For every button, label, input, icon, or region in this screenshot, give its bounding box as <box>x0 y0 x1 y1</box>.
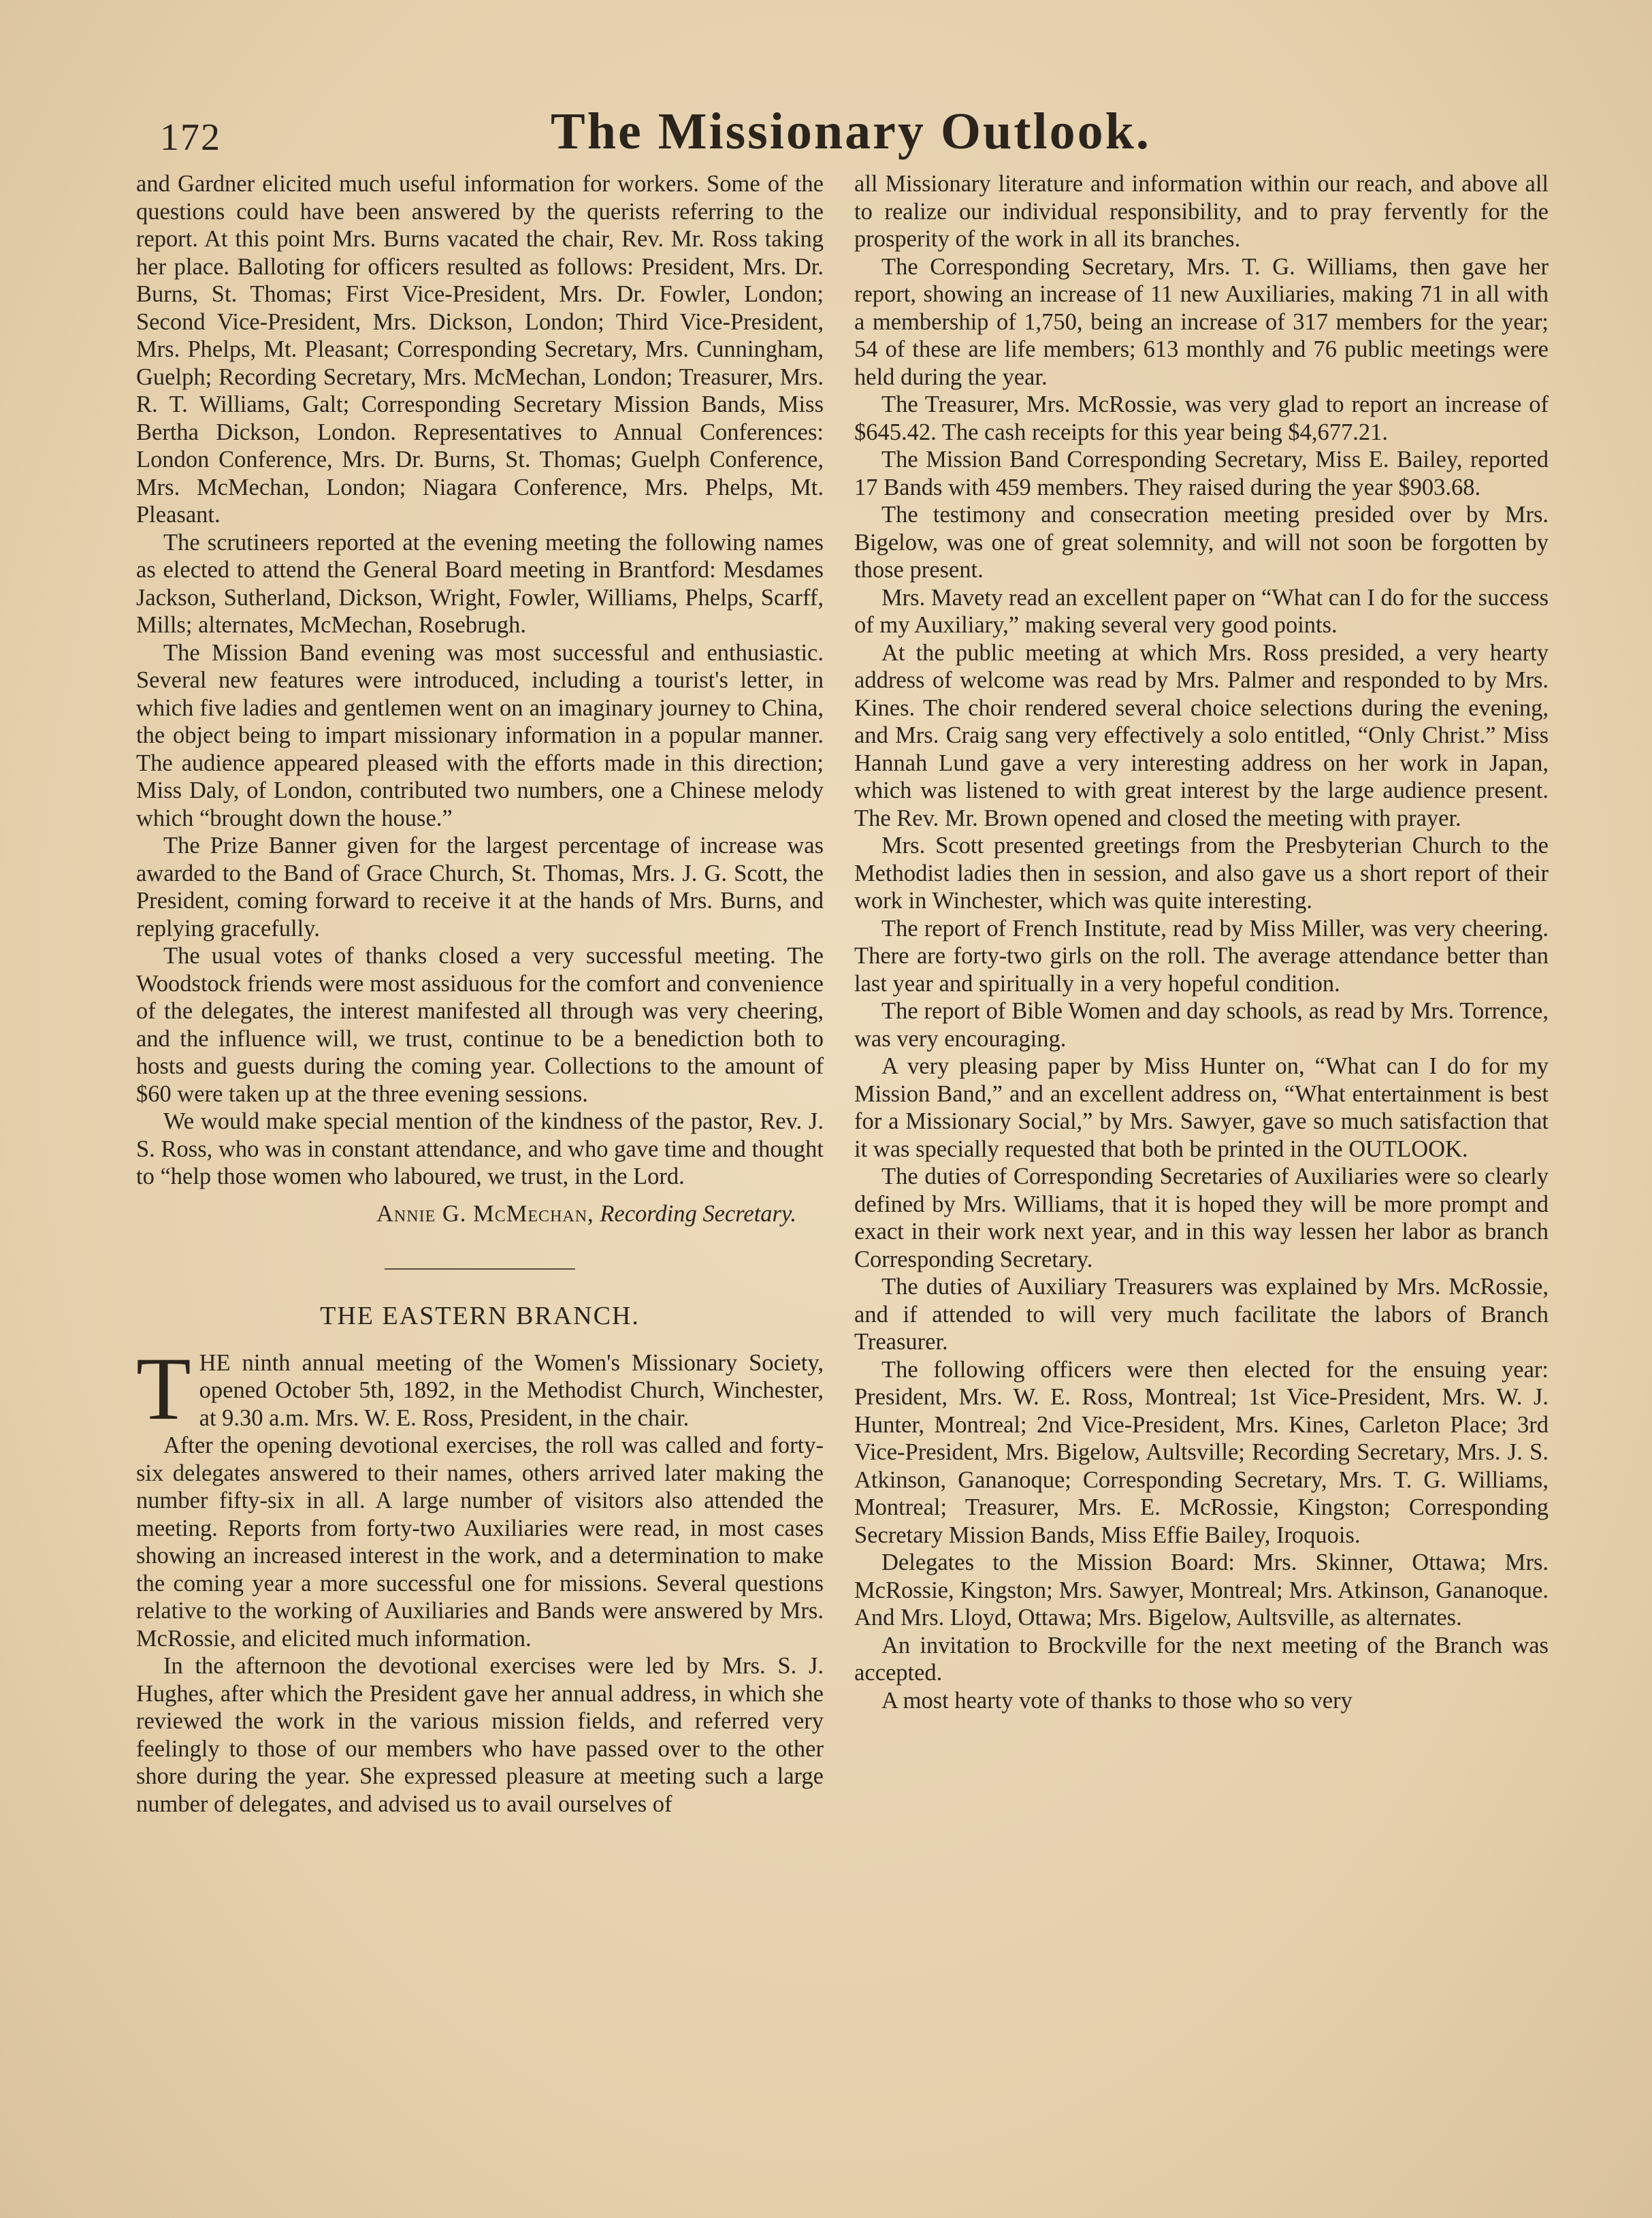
paragraph: The Mission Band Corresponding Secretary, Miss E. Bailey, reported 17 Bands with 459 members. They raised during the year $903.68. <box>854 447 1549 500</box>
paragraph: The testimony and consecration meeting presided over by Mrs. Bigelow, was one of great solemnity, and will not soon be forgotten by those present. <box>854 502 1549 583</box>
section-lead-text: HE ninth annual meeting of the Women's Missionary Society, opened October 5th, 1892, in the Methodist Church, Winchester, at 9.30 a.m. Mrs. W. E. Ross, President, in the chair. <box>199 1349 824 1431</box>
paragraph: The report of French Institute, read by Miss Miller, was very cheering. There are forty-two girls on the roll. The average attendance better than last year and spiritually in a very hopeful condition. <box>854 915 1549 997</box>
page-header <box>150 102 1552 177</box>
left-column <box>136 170 824 1818</box>
right-column <box>854 170 1549 1714</box>
section-lead-paragraph <box>136 1338 824 1439</box>
paragraph: Delegates to the Mission Board: Mrs. Skinner, Ottawa; Mrs. McRossie, Kingston; Mrs. Sawyer, Montreal; Mrs. Atkinson, Gananoque. And Mrs. Lloyd, Ottawa; Mrs. Bigelow, Aultsville, as alternates. <box>854 1549 1549 1630</box>
paragraph: The Corresponding Secretary, Mrs. T. G. Williams, then gave her report, showing an increase of 11 new Auxiliaries, making 71 in all with a membership of 1,750, being an increase of 317 members for the year; 54 of these are life members; 613 monthly and 76 public meetings were held during the year. <box>854 253 1549 390</box>
paragraph: After the opening devotional exercises, the roll was called and forty-six delegates answered to their names, others arrived later making the number fifty-six in all. A large number of visitors also attended the meeting. Reports from forty-two Auxiliaries were read, in most cases showing an increased interest in the work, and a determination to make the coming year a more successful one for missions. Several questions relative to the working of Auxiliaries and Bands were answered by Mrs. McRossie, and elicited much information. <box>136 1432 824 1652</box>
paragraph: A very pleasing paper by Miss Hunter on, “What can I do for my Mission Band,” and an excellent address on, “What entertainment is best for a Missionary Social,” by Mrs. Sawyer, gave so much satisfaction that it was specially requested that both be printed in the OUTLOOK. <box>854 1053 1549 1162</box>
paragraph: An invitation to Brockville for the next meeting of the Branch was accepted. <box>854 1632 1549 1686</box>
paragraph: The duties of Corresponding Secretaries of Auxiliaries were so clearly defined by Mrs. Williams, that it is hoped they will be more prompt and exact in their work next year, and in this way lessen her labor as branch Corresponding Secretary. <box>854 1163 1549 1272</box>
paragraph: The scrutineers reported at the evening meeting the following names as elected to attend the General Board meeting in Brantford: Mesdames Jackson, Sutherland, Dickson, Wright, Fowler, Williams, Phelps, Scarff, Mills; alternates, McMechan, Rosebrugh. <box>136 529 824 638</box>
paragraph: The Mission Band evening was most successful and enthusiastic. Several new features were introduced, including a tourist's letter, in which five ladies and gentlemen went on an imaginary journey to China, the object being to impart missionary information in a popular manner. The audience appeared pleased with the efforts made in this direction; Miss Daly, of London, contributed two numbers, one a Chinese melody which “brought down the house.” <box>136 639 824 831</box>
paragraph: The following officers were then elected for the ensuing year: President, Mrs. W. E. Ross, Montreal; 1st Vice-President, Mrs. W. J. Hunter, Montreal; 2nd Vice-President, Mrs. Kines, Carleton Place; 3rd Vice-President, Mrs. Bigelow, Aultsville; Recording Secretary, Mrs. J. S. Atkinson, Gananoque; Corresponding Secretary, Mrs. T. G. Williams, Montreal; Treasurer, Mrs. E. McRossie, Kingston; Corresponding Secretary Mission Bands, Miss Effie Bailey, Iroquois. <box>854 1356 1549 1548</box>
paragraph: The Prize Banner given for the largest percentage of increase was awarded to the Band of Grace Church, St. Thomas, Mrs. J. G. Scott, the President, coming forward to receive it at the hands of Mrs. Burns, and replying gracefully. <box>136 833 824 942</box>
paragraph: We would make special mention of the kindness of the pastor, Rev. J. S. Ross, who was in constant attendance, and who gave time and thought to “help those women who laboured, we trust, in the Lord. <box>136 1108 824 1189</box>
paragraph: Mrs. Mavety read an excellent paper on “What can I do for the success of my Auxiliary,” making several very good points. <box>854 584 1549 638</box>
drop-cap: T <box>136 1338 191 1439</box>
signature <box>136 1200 796 1228</box>
paragraph: The duties of Auxiliary Treasurers was explained by Mrs. McRossie, and if attended to will very much facilitate the labors of Branch Treasurer. <box>854 1274 1549 1355</box>
paragraph: At the public meeting at which Mrs. Ross presided, a very hearty address of welcome was read by Mrs. Palmer and responded to by Mrs. Kines. The choir rendered several choice selections during the evening, and Mrs. Craig sang very effectively a solo entitled, “Only Christ.” Miss Hannah Lund gave a very interesting address on her work in Japan, which was listened to with great interest by the large audience present. The Rev. Mr. Brown opened and closed the meeting with prayer. <box>854 639 1549 831</box>
signature-role: Recording Secretary. <box>600 1200 796 1227</box>
page-number: 172 <box>160 116 221 159</box>
signature-name: Annie G. McMechan, <box>376 1200 594 1227</box>
paragraph: In the afternoon the devotional exercises were led by Mrs. S. J. Hughes, after which the President gave her annual address, in which she reviewed the work in the various mission fields, and referred very feelingly to those of our members who have passed over to the other shore during the year. She expressed pleasure at meeting such a large number of delegates, and advised us to avail ourselves of <box>136 1653 824 1817</box>
paragraph: A most hearty vote of thanks to those who so very <box>881 1687 1353 1714</box>
journal-title: The Missionary Outlook. <box>551 103 1151 160</box>
section-title: THE EASTERN BRANCH. <box>320 1302 640 1330</box>
paragraph: The usual votes of thanks closed a very successful meeting. The Woodstock friends were most assiduous for the comfort and convenience of the delegates, the interest manifested all through was very cheering, and the influence will, we trust, continue to be a benediction both to hosts and guests during the coming year. Collections to the amount of $60 were taken up at the three evening sessions. <box>136 943 824 1107</box>
paragraph: The report of Bible Women and day schools, as read by Mrs. Torrence, was very encouraging. <box>854 998 1549 1052</box>
paragraph: and Gardner elicited much useful information for workers. Some of the questions could have been answered by the querists referring to the report. At this point Mrs. Burns vacated the chair, Rev. Mr. Ross taking her place. Balloting for officers resulted as follows: President, Mrs. Dr. Burns, St. Thomas; First Vice-President, Mrs. Dr. Fowler, London; Second Vice-President, Mrs. Dickson, London; Third Vice-President, Mrs. Phelps, Mt. Pleasant; Corresponding Secretary, Mrs. Cunningham, Guelph; Recording Secretary, Mrs. McMechan, London; Treasurer, Mrs. R. T. Williams, Galt; Corresponding Secretary Mission Bands, Miss Bertha Dickson, London. Representatives to Annual Conferences: London Conference, Mrs. Dr. Burns, St. Thomas; Guelph Conference, Mrs. McMechan, London; Niagara Conference, Mrs. Phelps, Mt. Pleasant. <box>136 171 824 528</box>
paragraph: Mrs. Scott presented greetings from the Presbyterian Church to the Methodist ladies then in session, and also gave us a short report of their work in Winchester, which was quite interesting. <box>854 833 1549 914</box>
paragraph: all Missionary literature and information within our reach, and above all to realize our individual responsibility, and to pray fervently for the prosperity of the work in all its branches. <box>854 171 1549 252</box>
section-divider <box>385 1268 575 1270</box>
paragraph: The Treasurer, Mrs. McRossie, was very glad to report an increase of $645.42. The cash receipts for this year being $4,677.21. <box>854 391 1549 445</box>
